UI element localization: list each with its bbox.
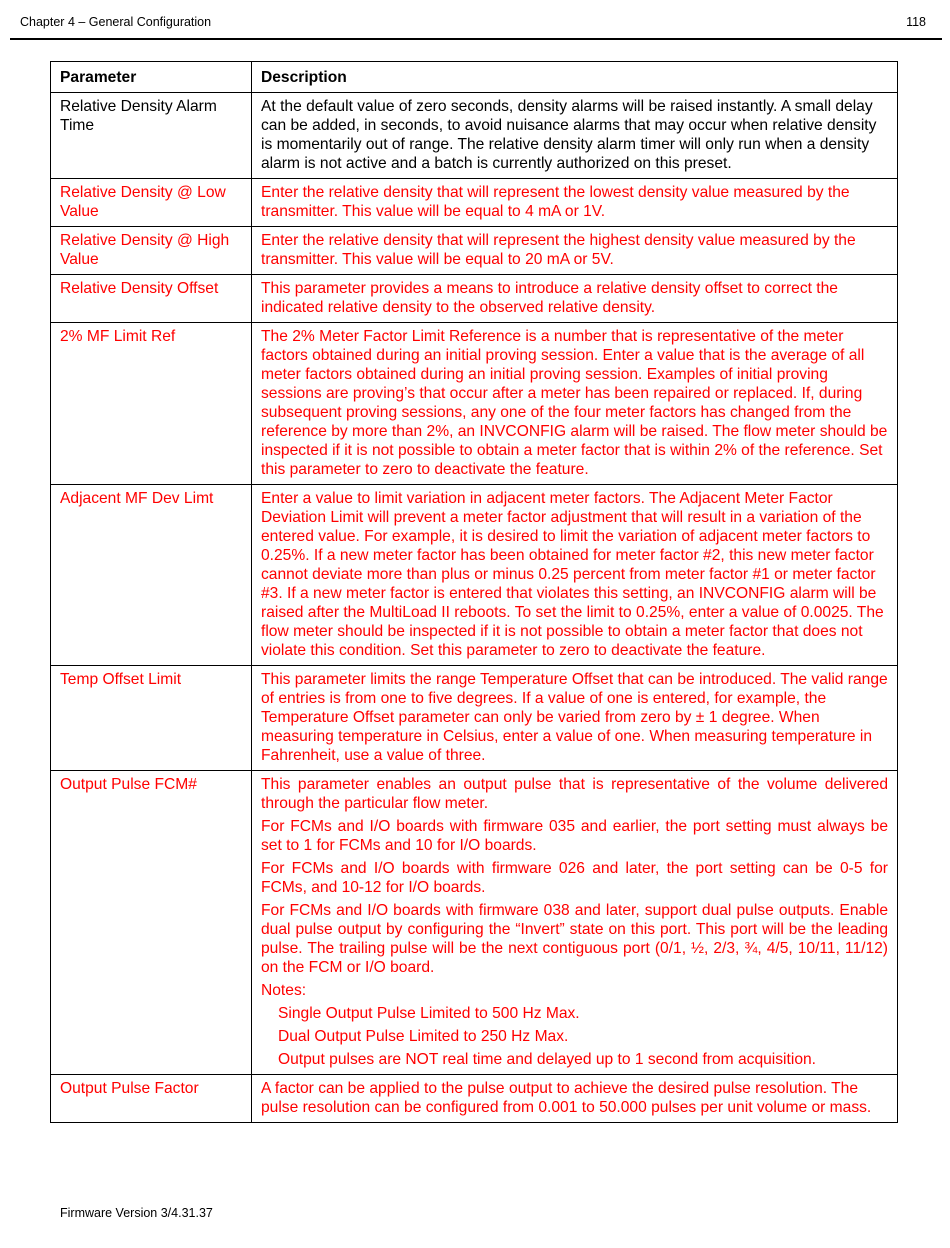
parameter-description: This parameter provides a means to introduce a relative density offset to correct the indicated relative density to the observed relative density. [252,275,898,323]
parameter-name: Relative Density @ High Value [51,227,252,275]
table-row [51,93,898,179]
parameter-description: Enter the relative density that will represent the lowest density value measured by the transmitter. This value will be equal to 4 mA or 1V. [252,179,898,227]
parameter-description: The 2% Meter Factor Limit Reference is a number that is representative of the meter factors obtained during an initial proving session. Enter a value that is the average of all meter factors obtained during an initial proving session. Examples of initial proving sessions are proving’s that occur after a meter has been repaired or replaced. If, during subsequent proving sessions, any one of the four meter factors has changed from the reference by more than 2%, an INVCONFIG alarm will be raised. The flow meter should be inspected if it is not possible to obtain a meter factor that is within 2% of the reference. Set this parameter to zero to deactivate the feature. [252,323,898,485]
description-paragraph: For FCMs and I/O boards with firmware 035 and earlier, the port setting must always be set to 1 for FCMs and 10 for I/O boards. [261,818,888,854]
parameter-table [50,61,898,1123]
description-paragraph: For FCMs and I/O boards with firmware 038 and later, support dual pulse outputs. Enable dual pulse output by configuring the “Invert” state on this port. This port will be the leading pulse. The trailing pulse will be the next contiguous port (0/1, ½, 2/3, ¾, 4/5, 10/11, 11/12) on the FCM or I/O board. [261,902,888,976]
table-row [51,227,898,275]
column-header-parameter: Parameter [51,62,252,93]
table-row [51,771,898,1075]
table-row [51,323,898,485]
parameter-description: At the default value of zero seconds, density alarms will be raised instantly. A small delay can be added, in seconds, to avoid nuisance alarms that may occur when relative density is momentarily out of range. The relative density alarm timer will only run when a density alarm is not active and a batch is currently authorized on this preset. [252,93,898,179]
parameter-name: Relative Density @ Low Value [51,179,252,227]
notes-heading: Notes: [261,982,307,999]
table-row [51,1075,898,1123]
page-number: 118 [906,15,926,29]
parameter-description: Enter a value to limit variation in adjacent meter factors. The Adjacent Meter Factor Deviation Limit will prevent a meter factor adjustment that will result in a variation of the entered value. For example, it is desired to limit the variation of adjacent meter factors to 0.25%. If a new meter factor has been obtained for meter factor #2, this new meter factor cannot deviate more than plus or minus 0.25 percent from meter factor #1 or meter factor #3. If a new meter factor is entered that violates this setting, an INVCONFIG alarm will be raised after the MultiLoad II reboots. To set the limit to 0.25%, enter a value of 0.0025. The flow meter should be inspected if it is not possible to obtain a meter factor that does not violate this condition. Set this parameter to zero to deactivate the feature. [252,485,898,666]
page-header [10,14,942,40]
table-row [51,179,898,227]
note-item: Single Output Pulse Limited to 500 Hz Max. [278,1005,580,1022]
parameter-name: 2% MF Limit Ref [51,323,252,485]
parameter-name: Output Pulse Factor [51,1075,252,1123]
firmware-version: Firmware Version 3/4.31.37 [60,1206,213,1220]
chapter-title: Chapter 4 – General Configuration [20,15,212,29]
note-item: Output pulses are NOT real time and delayed up to 1 second from acquisition. [278,1051,816,1068]
parameter-description: A factor can be applied to the pulse output to achieve the desired pulse resolution. The pulse resolution can be configured from 0.001 to 50.000 pulses per unit volume or mass. [252,1075,898,1123]
description-paragraph: This parameter enables an output pulse that is representative of the volume delivered through the particular flow meter. [261,776,888,812]
parameter-description: Enter the relative density that will represent the highest density value measured by the transmitter. This value will be equal to 20 mA or 5V. [252,227,898,275]
parameter-name: Output Pulse FCM# [51,771,252,1075]
parameter-name: Temp Offset Limit [51,666,252,771]
table-row [51,666,898,771]
description-paragraph: For FCMs and I/O boards with firmware 026 and later, the port setting can be 0-5 for FCMs, and 10-12 for I/O boards. [261,860,888,896]
note-item: Dual Output Pulse Limited to 250 Hz Max. [278,1028,569,1045]
table-header-row [51,62,898,93]
parameter-description: This parameter limits the range Temperature Offset that can be introduced. The valid range of entries is from one to five degrees. If a value of one is entered, for example, the Temperature Offset parameter can only be varied from zero by ± 1 degree. When measuring temperature in Celsius, enter a value of one. When measuring temperature in Fahrenheit, use a value of three. [252,666,898,771]
parameter-description [252,771,898,1075]
table-row [51,485,898,666]
parameter-name: Relative Density Alarm Time [51,93,252,179]
table-row [51,275,898,323]
parameter-name: Relative Density Offset [51,275,252,323]
parameter-name: Adjacent MF Dev Limt [51,485,252,666]
column-header-description: Description [252,62,898,93]
